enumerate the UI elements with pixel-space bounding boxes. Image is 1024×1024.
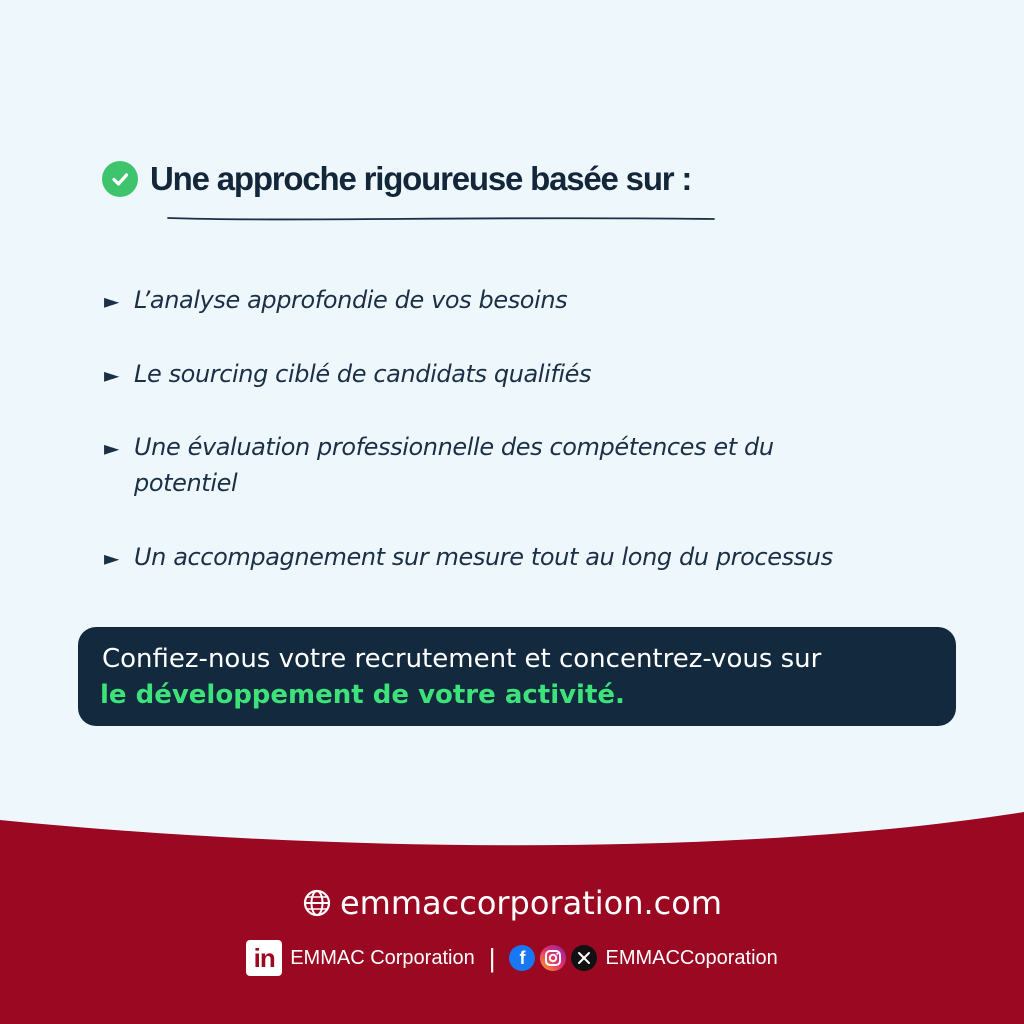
list-item-text: Une évaluation professionnelle des compétences et du potentiel bbox=[134, 433, 774, 497]
list-item bbox=[104, 539, 833, 577]
linkedin-label[interactable]: EMMAC Corporation bbox=[290, 946, 475, 969]
arrow-icon: ► bbox=[104, 289, 119, 313]
list-item bbox=[104, 356, 591, 394]
x-icon[interactable] bbox=[571, 945, 597, 971]
cta-line-1: Confiez-nous votre recrutement et concentrez-vous sur bbox=[102, 644, 822, 674]
website-row bbox=[0, 884, 1024, 922]
list-item-text: Le sourcing ciblé de candidats qualifiés bbox=[134, 360, 592, 388]
cta-banner bbox=[78, 627, 956, 726]
facebook-icon[interactable]: f bbox=[509, 945, 535, 971]
website-link[interactable]: emmaccorporation.com bbox=[339, 884, 723, 922]
instagram-icon[interactable] bbox=[540, 945, 566, 971]
heading-title: Une approche rigoureuse basée sur : bbox=[150, 160, 692, 197]
globe-icon bbox=[302, 888, 332, 918]
linkedin-icon[interactable]: in bbox=[246, 940, 282, 976]
arrow-icon: ► bbox=[104, 363, 119, 387]
list-item bbox=[104, 429, 864, 501]
arrow-icon: ► bbox=[104, 436, 119, 460]
social-row bbox=[0, 940, 1024, 976]
heading-underline bbox=[166, 210, 718, 224]
section-heading bbox=[102, 160, 691, 198]
arrow-icon: ► bbox=[104, 546, 119, 570]
list-item-text: Un accompagnement sur mesure tout au long du processus bbox=[134, 543, 833, 571]
social-handle[interactable]: EMMACCoporation bbox=[605, 946, 778, 969]
list-item bbox=[104, 282, 567, 320]
cta-line-2: le développement de votre activité. bbox=[100, 680, 625, 710]
list-item-text: L’analyse approfondie de vos besoins bbox=[134, 286, 568, 314]
check-circle-icon bbox=[102, 161, 138, 197]
separator: | bbox=[488, 942, 496, 973]
